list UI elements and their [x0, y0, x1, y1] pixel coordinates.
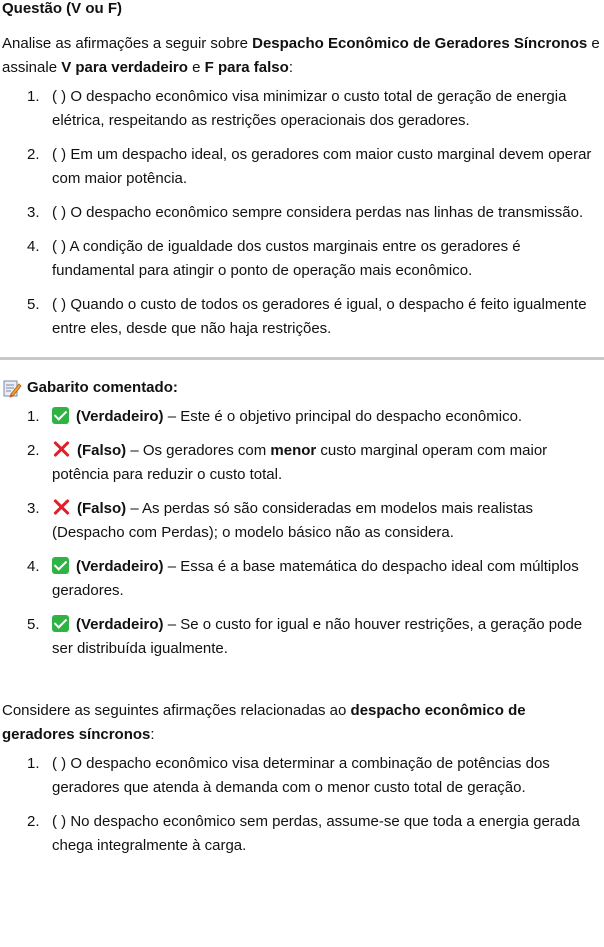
answer-text: – Essa é a base matemática do despacho ideal com múltiplos geradores. — [52, 558, 579, 599]
statement-item — [2, 85, 602, 133]
statement-number: 2. — [27, 146, 40, 163]
answer-blank: ( ) — [52, 755, 67, 772]
intro-topic: Despacho Econômico de Geradores Síncronos — [252, 35, 588, 52]
cross-icon — [52, 440, 70, 458]
answer-emphasis: menor — [270, 442, 317, 459]
answer-blank: ( ) — [52, 204, 67, 221]
statement-number: 3. — [27, 204, 40, 221]
question-title: Questão (V ou F) — [2, 0, 122, 17]
answer-blank: ( ) — [52, 238, 67, 255]
section2-intro-text: : — [150, 726, 155, 743]
statement-number: 1. — [27, 755, 40, 772]
statement-number: 1. — [27, 88, 40, 105]
answer-item — [2, 497, 602, 545]
answer-item — [2, 555, 602, 603]
answer-number: 3. — [27, 500, 40, 517]
answer-verdict: (Falso) — [77, 442, 127, 459]
answer-text: – As perdas só são consideradas em modelos mais realistas (Despacho com Perdas); o modelo básico não as considera. — [52, 500, 534, 541]
statement-item — [2, 810, 602, 858]
answer-item — [2, 613, 602, 661]
answer-blank: ( ) — [52, 146, 67, 163]
statement-text: Quando o custo de todos os geradores é igual, o despacho é feito igualmente entre eles, desde que não haja restrições. — [52, 296, 587, 337]
answer-number: 4. — [27, 558, 40, 575]
answer-verdict: (Verdadeiro) — [76, 558, 164, 575]
answer-list — [2, 405, 602, 661]
answer-blank: ( ) — [52, 296, 67, 313]
answer-blank: ( ) — [52, 813, 67, 830]
cross-icon — [52, 498, 70, 516]
intro-text: e — [187, 59, 205, 76]
answer-verdict: (Falso) — [77, 500, 127, 517]
statement-number: 4. — [27, 238, 40, 255]
answer-text: custo marginal operam com maior potência para reduzir o custo total. — [52, 442, 548, 483]
answer-number: 2. — [27, 442, 40, 459]
statement-number: 2. — [27, 813, 40, 830]
statement-item — [2, 143, 602, 191]
section2-intro — [2, 699, 602, 747]
section2-intro-text: Considere as seguintes afirmações relacionadas ao — [2, 702, 351, 719]
answer-item — [2, 439, 602, 487]
answer-text: – Se o custo for igual e não houver restrições, a geração pode ser distribuída igualmente. — [52, 616, 583, 657]
check-icon — [52, 407, 69, 424]
answer-number: 1. — [27, 408, 40, 425]
answer-verdict: (Verdadeiro) — [76, 616, 164, 633]
statement-item — [2, 201, 602, 225]
section2-statement-list — [2, 752, 602, 858]
answers-heading — [2, 376, 602, 400]
intro-text: : — [288, 59, 293, 76]
statement-item — [2, 752, 602, 800]
section-divider — [0, 357, 604, 360]
intro-paragraph — [2, 32, 602, 80]
statement-text: A condição de igualdade dos custos marginais entre os geradores é fundamental para atingir o ponto de operação mais econômico. — [52, 238, 521, 279]
answer-verdict: (Verdadeiro) — [76, 408, 164, 425]
intro-false-label: F para falso — [204, 59, 289, 76]
check-icon — [52, 615, 69, 632]
statement-list — [2, 85, 602, 341]
answer-text: – Este é o objetivo principal do despacho econômico. — [163, 408, 523, 425]
answer-number: 5. — [27, 616, 40, 633]
statement-number: 5. — [27, 296, 40, 313]
answer-item — [2, 405, 602, 429]
intro-text: e assinale — [2, 35, 600, 76]
statement-item — [2, 235, 602, 283]
statement-text: No despacho econômico sem perdas, assume-se que toda a energia gerada chega integralmente à carga. — [52, 813, 580, 854]
statement-text: O despacho econômico visa minimizar o custo total de geração de energia elétrica, respeitando as restrições operacionais dos geradores. — [52, 88, 567, 129]
statement-text: Em um despacho ideal, os geradores com maior custo marginal devem operar com maior potência. — [52, 146, 592, 187]
check-icon — [52, 557, 69, 574]
intro-true-label: V para verdadeiro — [61, 59, 188, 76]
answer-text: – Os geradores com — [126, 442, 271, 459]
statement-text: O despacho econômico visa determinar a combinação de potências dos geradores que atenda à demanda com o menor custo total de geração. — [52, 755, 550, 796]
answer-blank: ( ) — [52, 88, 67, 105]
memo-icon — [2, 378, 22, 398]
section2-topic: despacho econômico de geradores síncronos — [2, 702, 526, 743]
intro-text: Analise as afirmações a seguir sobre — [2, 35, 253, 52]
statement-text: O despacho econômico sempre considera perdas nas linhas de transmissão. — [70, 204, 584, 221]
answers-title: Gabarito comentado: — [27, 379, 178, 396]
statement-item — [2, 293, 602, 341]
